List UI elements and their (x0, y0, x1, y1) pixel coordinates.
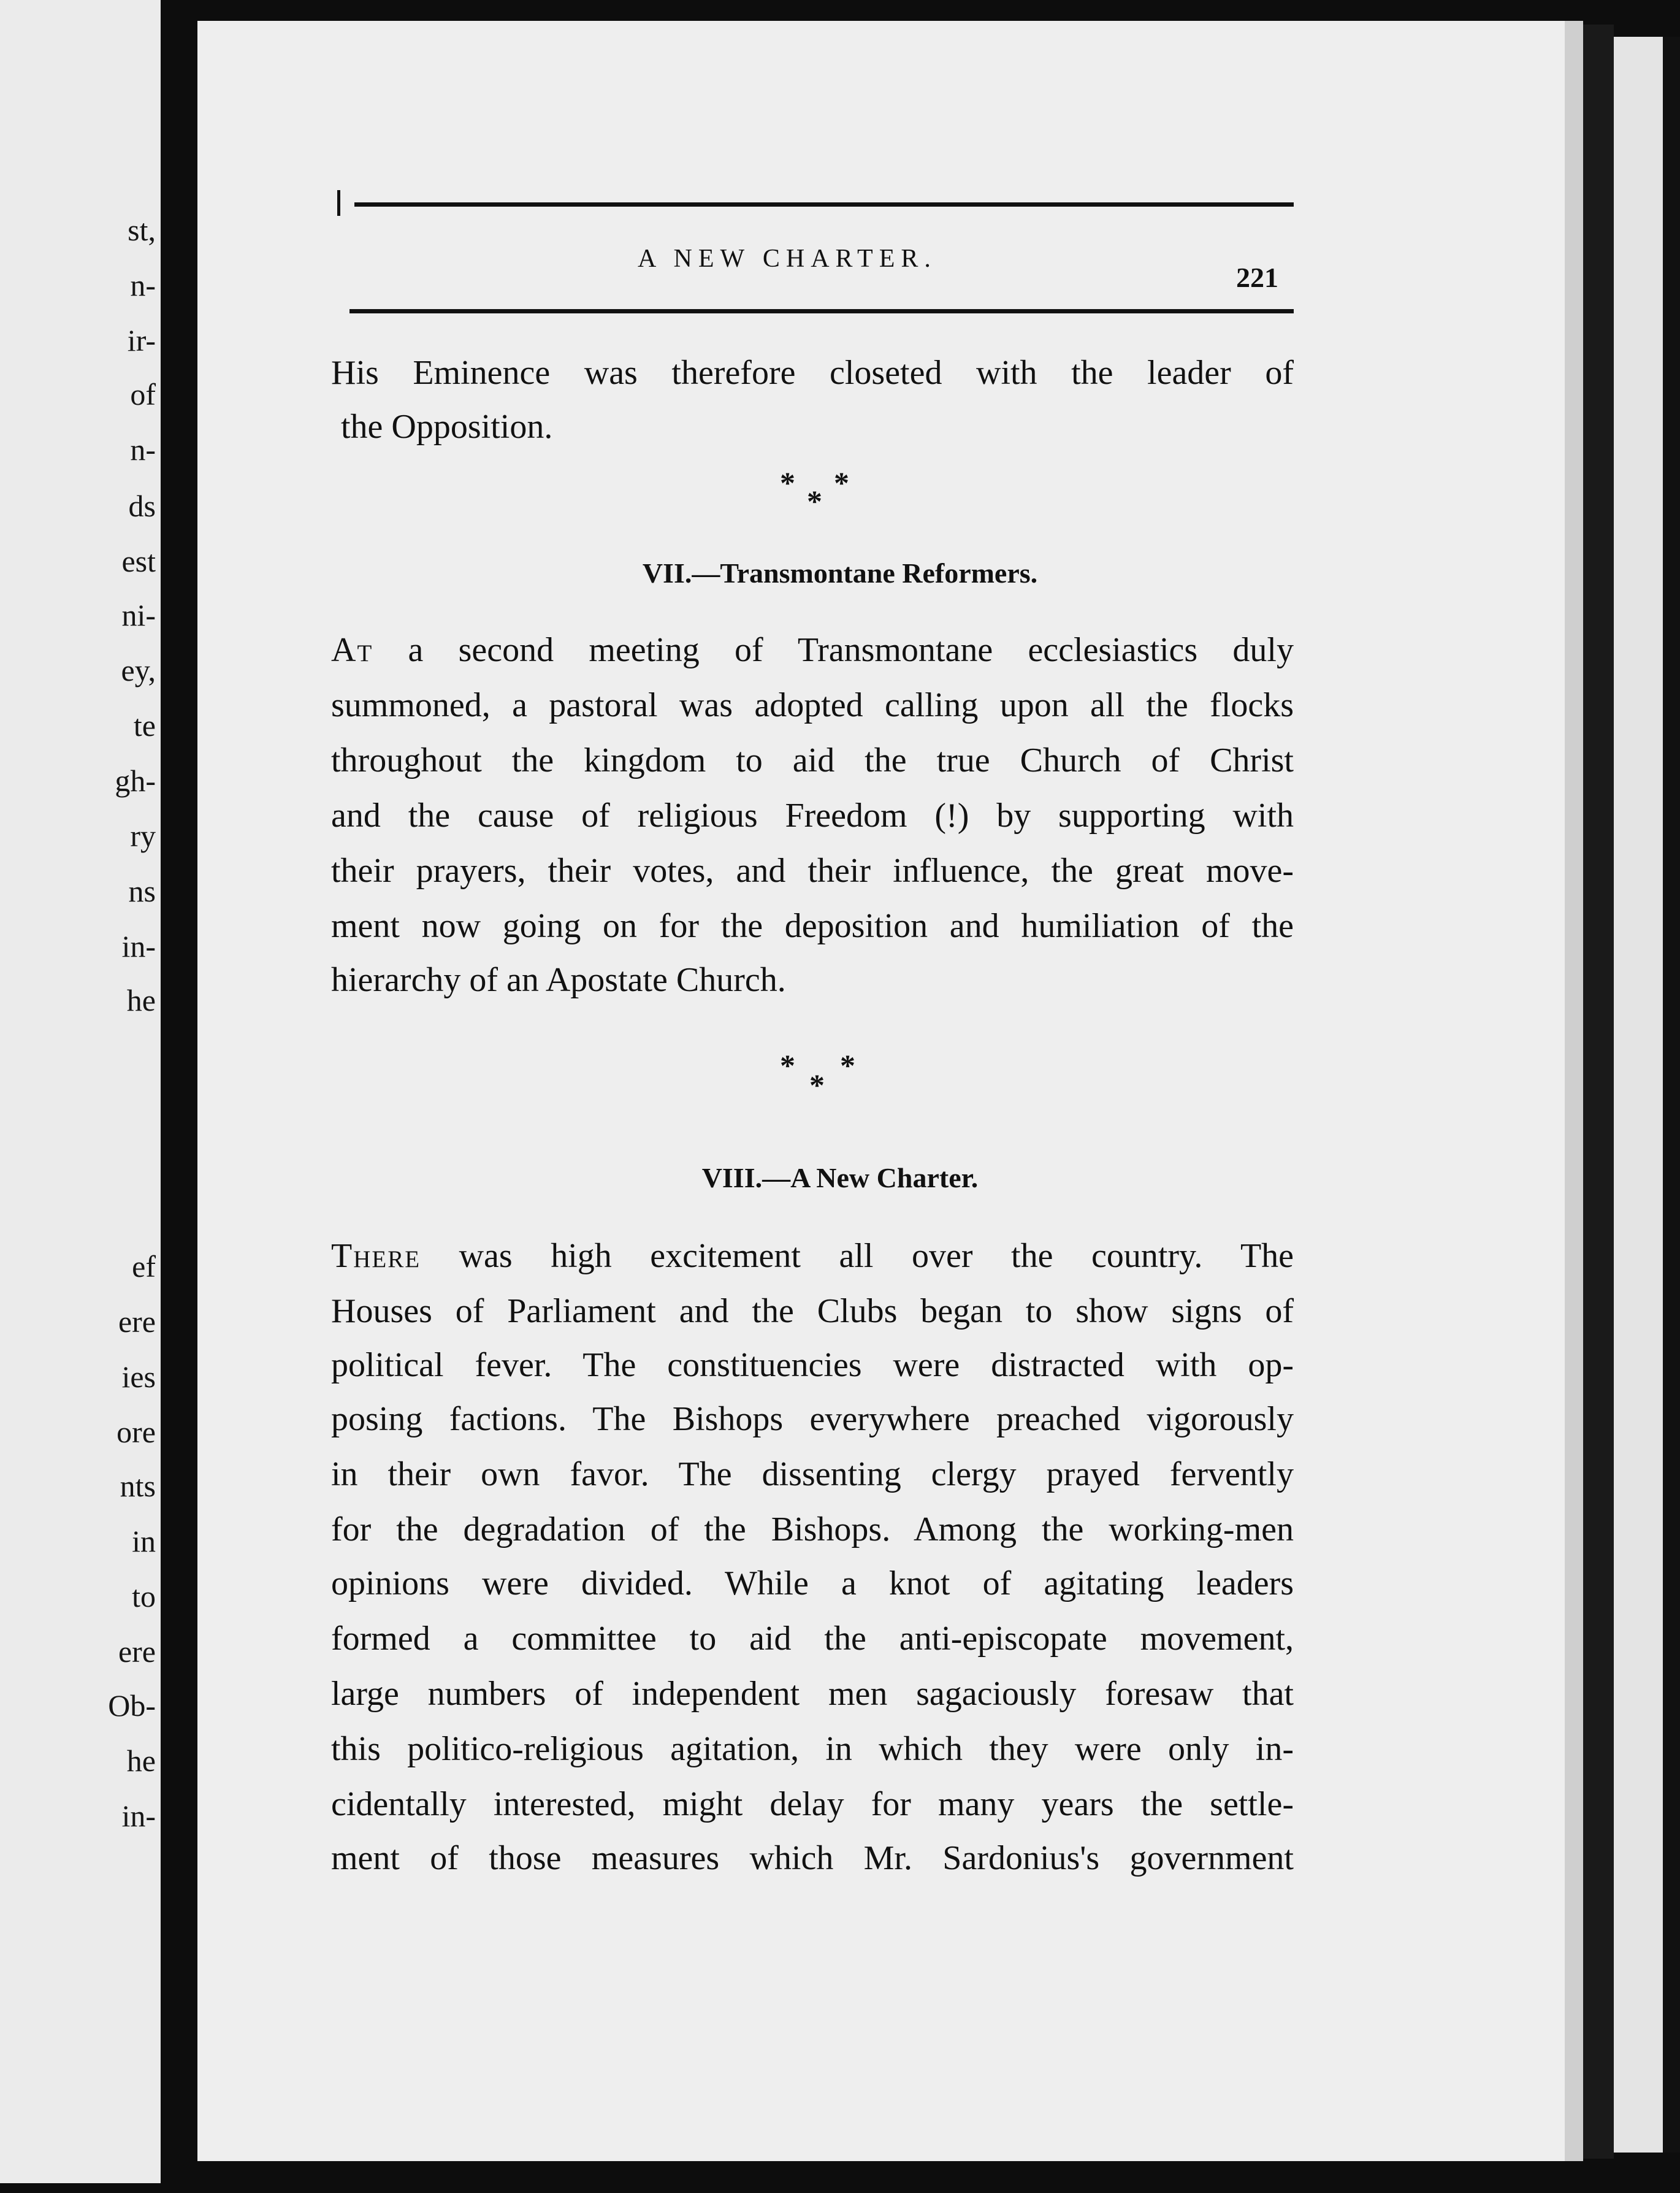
lead-word: At (331, 631, 373, 669)
text-line: the Opposition. (341, 408, 553, 446)
prev-page-line: ns (128, 874, 156, 908)
text-line: in their own favor. The dissenting clergy prayed fervently (331, 1455, 1294, 1493)
prev-page-line: ore (116, 1415, 156, 1449)
lead-word: There (331, 1237, 421, 1275)
prev-page-line: ies (121, 1360, 156, 1394)
prev-page-line: gh- (115, 764, 156, 798)
line-text: was high excitement all over the country. The (421, 1237, 1294, 1275)
prev-page-line: of (130, 377, 156, 411)
prev-page-line: ey, (121, 653, 156, 687)
line-text: a second meeting of Transmontane ecclesiastics duly (373, 631, 1294, 669)
prev-page-line: he (126, 1743, 156, 1778)
prev-page-line: ere (118, 1634, 156, 1669)
text-line: cidentally interested, might delay for many years the settle- (331, 1785, 1294, 1823)
text-line: ment of those measures which Mr. Sardonius's government (331, 1839, 1294, 1877)
prev-page-line: ni- (121, 598, 156, 632)
prev-page-line: ef (132, 1249, 156, 1284)
header-rule-bottom (349, 309, 1294, 313)
prev-page-line: ds (128, 489, 156, 523)
prev-page-line: ere (118, 1304, 156, 1339)
prev-page-line: nts (120, 1469, 156, 1503)
text-line (331, 1239, 1294, 1273)
text-line: posing factions. The Bishops everywhere preached vigorously (331, 1400, 1294, 1438)
asterism-star: * (780, 465, 795, 500)
asterism-star: * (780, 1048, 795, 1082)
text-line (331, 633, 1294, 667)
asterism-star: * (840, 1048, 855, 1082)
text-line: their prayers, their votes, and their influence, the great move- (331, 852, 1294, 890)
header-mark (337, 190, 340, 216)
text-line: this politico-religious agitation, in which they were only in- (331, 1730, 1294, 1768)
prev-page-line: ir- (127, 323, 156, 358)
prev-page-line: to (132, 1579, 156, 1613)
text-line: for the degradation of the Bishops. Among the working-men (331, 1510, 1294, 1548)
prev-page-line: est (121, 544, 156, 578)
prev-page-line: in- (121, 1799, 156, 1833)
page-edge-shadow (1663, 37, 1680, 2153)
prev-page-line: st, (128, 213, 156, 247)
page-number: 221 (1236, 262, 1278, 293)
prev-page-line: Ob- (108, 1688, 156, 1723)
text-line: large numbers of independent men sagaciously foresaw that (331, 1675, 1294, 1713)
section-heading: VII.—Transmontane Reformers. (642, 557, 1038, 589)
text-line: political fever. The constituencies were distracted with op- (331, 1346, 1294, 1384)
prev-page-line: n- (130, 268, 156, 302)
prev-page-line: n- (130, 432, 156, 467)
text-line: formed a committee to aid the anti-episcopate movement, (331, 1620, 1294, 1658)
prev-page-line: in- (121, 929, 156, 963)
asterism-star: * (834, 465, 849, 500)
previous-page-strip (0, 0, 161, 2183)
running-title: A NEW CHARTER. (638, 245, 937, 273)
asterism-star: * (809, 1068, 825, 1102)
prev-page-line: ry (130, 819, 156, 853)
text-line: ment now going on for the deposition and humiliation of the (331, 907, 1294, 945)
prev-page-line: te (133, 708, 156, 743)
prev-page-line: in (132, 1524, 156, 1558)
header-rule-top (354, 202, 1294, 207)
section-heading: VIII.—A New Charter. (701, 1162, 979, 1193)
text-line: and the cause of religious Freedom (!) by supporting with (331, 797, 1294, 835)
page-edge-shadow (1583, 25, 1614, 2159)
text-line: summoned, a pastoral was adopted calling upon all the flocks (331, 686, 1294, 724)
text-line: Houses of Parliament and the Clubs began to show signs of (331, 1292, 1294, 1330)
text-line: hierarchy of an Apostate Church. (331, 961, 786, 999)
page-edge (1565, 21, 1583, 2161)
text-line: opinions were divided. While a knot of agitating leaders (331, 1564, 1294, 1602)
page-edge (1614, 37, 1663, 2153)
asterism-star: * (807, 484, 822, 518)
text-line: His Eminence was therefore closeted with the leader of (331, 354, 1294, 392)
text-line: throughout the kingdom to aid the true Church of Christ (331, 741, 1294, 779)
prev-page-line: he (126, 983, 156, 1017)
